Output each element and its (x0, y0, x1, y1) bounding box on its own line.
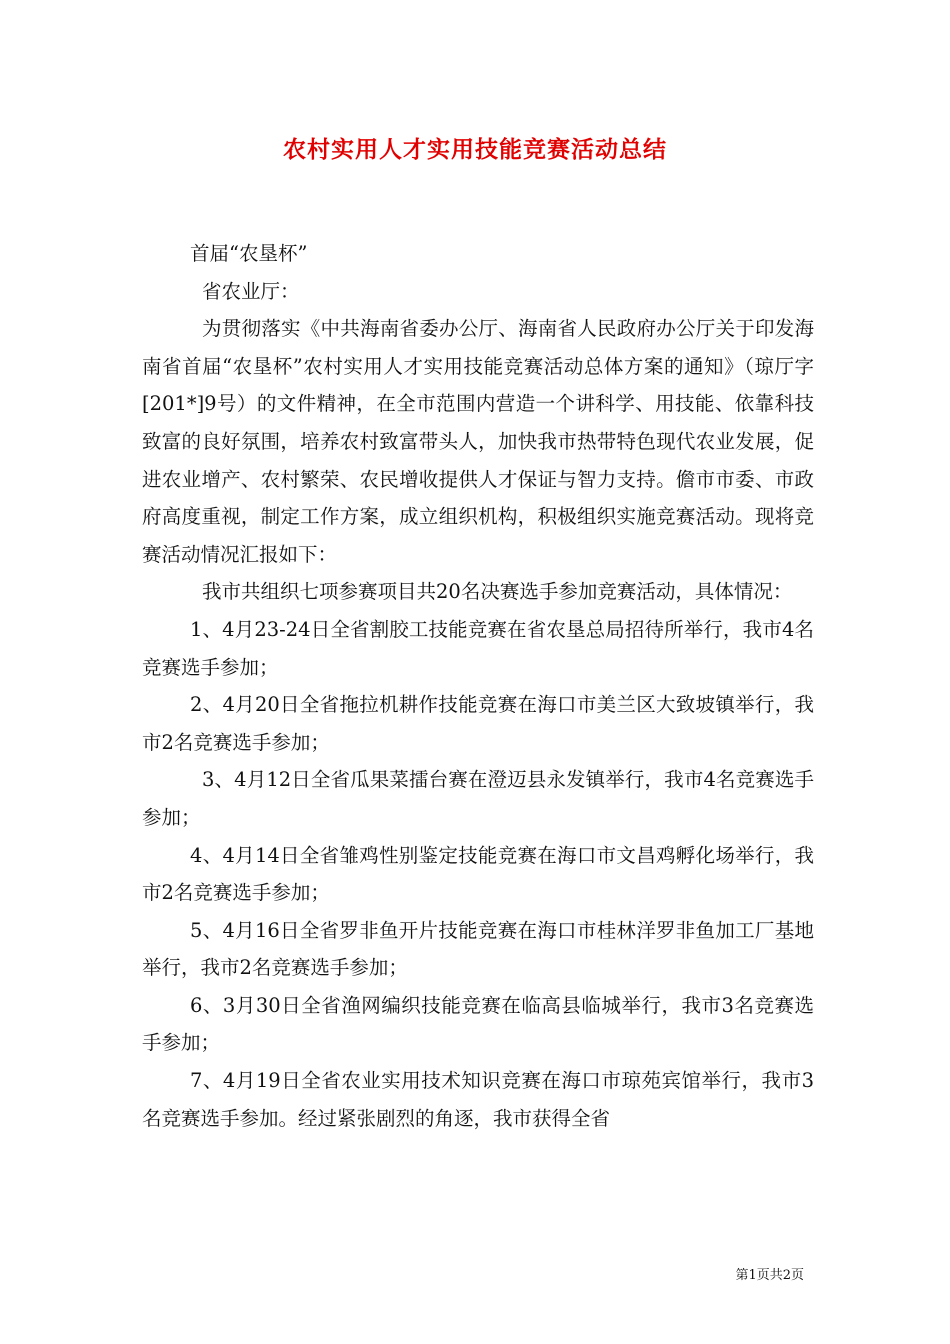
paragraph-item-5: 5、4月16日全省罗非鱼开片技能竞赛在海口市桂林洋罗非鱼加工厂基地举行，我市2名竞赛选手参加； (142, 918, 814, 980)
paragraph-item-1: 1、4月23-24日全省割胶工技能竞赛在省农垦总局招待所举行，我市4名竞赛选手参加； (142, 617, 814, 679)
paragraph-addressee: 省农业厅： (202, 279, 300, 303)
paragraph-summary: 我市共组织七项参赛项目共20名决赛选手参加竞赛活动，具体情况： (202, 580, 793, 604)
paragraph-intro: 为贯彻落实《中共海南省委办公厅、海南省人民政府办公厅关于印发海南省首届“农垦杯”农村实用人才实用技能竞赛活动总体方案的通知》（琼厅字[201*]9号）的文件精神，在全市范围内营造一个讲科学、用技能、依靠科技致富的良好氛围，培养农村致富带头人，加快我市热带特色现代农业发展，促进农业增产、农村繁荣、农民增收提供人才保证与智力支持。儋市市委、市政府高度重视，制定工作方案，成立组织机构，积极组织实施竞赛活动。现将竞赛活动情况汇报如下： (142, 317, 814, 566)
paragraph-item-3: 3、4月12日全省瓜果菜擂台赛在澄迈县永发镇举行，我市4名竞赛选手参加； (142, 768, 814, 829)
document-body (142, 235, 814, 1137)
paragraph-item-2: 2、4月20日全省拖拉机耕作技能竞赛在海口市美兰区大致坡镇举行，我市2名竞赛选手参加； (142, 693, 814, 754)
page-indicator: 第1页共2页 (735, 1268, 804, 1283)
document-title: 农村实用人才实用技能竞赛活动总结 (283, 136, 667, 163)
paragraph-item-7: 7、4月19日全省农业实用技术知识竞赛在海口市琼苑宾馆举行，我市3名竞赛选手参加。经过紧张剧烈的角逐，我市获得全省 (142, 1069, 814, 1130)
paragraph-item-6: 6、3月30日全省渔网编织技能竞赛在临高县临城举行，我市3名竞赛选手参加； (142, 993, 814, 1055)
paragraph-item-4: 4、4月14日全省雏鸡性别鉴定技能竞赛在海口市文昌鸡孵化场举行，我市2名竞赛选手参加； (142, 843, 814, 905)
paragraph-subtitle: 首届“农垦杯” (190, 242, 308, 265)
